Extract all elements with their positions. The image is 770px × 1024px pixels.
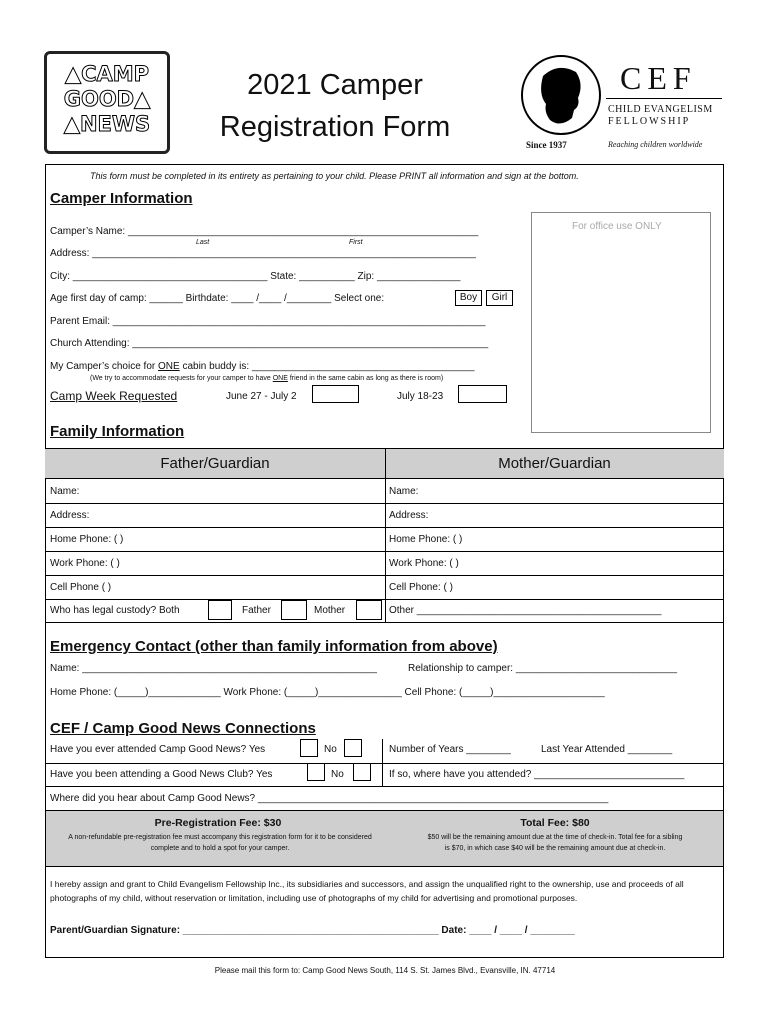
emergency-name-field[interactable]: Name: _____________________________________________________ [50,663,377,674]
father-home-phone[interactable]: Home Phone: ( ) [50,534,124,545]
emergency-heading: Emergency Contact (other than family information from above) [50,638,498,655]
boy-option[interactable]: Boy [455,290,482,306]
logo-line-3: NEWS [79,112,151,136]
mother-work-phone[interactable]: Work Phone: ( ) [389,558,459,569]
logo-line-1: CAMP [81,62,150,86]
camper-name-field[interactable]: Camper’s Name: _______________________________________________________________ [50,226,479,237]
signature-date-field[interactable]: Parent/Guardian Signature: ______________________________________________ Date: ____ / ____ / ________ [50,925,575,936]
mother-header: Mother/Guardian [498,455,611,472]
week1-box[interactable] [312,385,359,403]
camper-heading: Camper Information [50,190,193,207]
attended-no-label: No [324,744,337,755]
title-line-1: 2021 Camper [247,69,423,101]
father-header: Father/Guardian [160,455,270,472]
buddy-note-post: friend in the same cabin as long as there is room) [287,375,444,382]
age-birthdate-field[interactable]: Age first day of camp: ______ Birthdate: ____ /____ /________ Select one: [50,293,385,304]
cef-tagline: Reaching children worldwide [608,140,703,149]
camp-good-news-logo: ▲CAMP GOOD▲ ▲NEWS [44,51,170,154]
cabin-buddy-field[interactable] [50,362,474,372]
girl-option[interactable]: Girl [486,290,513,306]
buddy-pre: My Camper’s choice for [50,361,158,372]
pre-registration-fee-text: A non-refundable pre-registration fee must accompany this registration form for it to be considered complete and to hold a spot for your camper. [68,834,372,852]
cef-line-2: FELLOWSHIP [608,116,691,127]
emergency-phones-field[interactable]: Home Phone: (_____)_____________ Work Phone: (_____)_______________ Cell Phone: (_____)____________________ [50,687,605,698]
family-heading: Family Information [50,423,185,440]
buddy-one: ONE [158,361,180,372]
custody-other-field[interactable]: Other ____________________________________________ [389,605,662,616]
last-caption: Last [196,239,210,246]
mother-address[interactable]: Address: [389,510,429,521]
attended-no-checkbox[interactable] [344,739,362,757]
mother-name[interactable]: Name: [389,486,419,497]
buddy-note [90,375,443,382]
camp-week-label: Camp Week Requested [50,389,178,403]
mailing-address: Please mail this form to: Camp Good News South, 114 S. St. James Blvd., Evansville, IN. 47714 [214,966,556,975]
cef-line-1: CHILD EVANGELISM [608,104,713,115]
cef-heading: CEF / Camp Good News Connections [50,720,316,737]
cef-letters: CEF [620,60,697,96]
office-use-box [531,212,711,433]
custody-mother-label: Mother [314,605,346,616]
emergency-relationship-field[interactable]: Relationship to camper: _____________________________ [408,663,678,674]
cef-logo [512,54,727,154]
mother-home-phone[interactable]: Home Phone: ( ) [389,534,463,545]
custody-father-checkbox[interactable] [281,600,307,620]
father-work-phone[interactable]: Work Phone: ( ) [50,558,120,569]
logo-line-2: GOOD [63,87,135,111]
father-name[interactable]: Name: [50,486,80,497]
photo-consent-text: I hereby assign and grant to Child Evangelism Fellowship Inc., its subsidiaries and successors, and assign the unqualified right to the ownership, use and proceeds of all photographs of my child, without reservation or limitation, including use of photographs of my child for advertising and promotional purposes. [50,879,684,903]
custody-both-checkbox[interactable] [208,600,232,620]
buddy-post: cabin buddy is: ________________________________________ [179,361,475,372]
city-state-zip-field[interactable]: City: ___________________________________ State: __________ Zip: _______________ [50,271,461,282]
office-use-label: For office use ONLY [572,221,662,232]
title-line-2: Registration Form [219,111,451,143]
attended-yes-checkbox[interactable] [300,739,318,757]
custody-label: Who has legal custody? Both [50,605,180,616]
custody-mother-checkbox[interactable] [356,600,382,620]
address-field[interactable]: Address: _____________________________________________________________________ [50,248,476,259]
where-attended-field[interactable]: If so, where have you attended? ___________________________ [389,769,685,780]
total-fee-title: Total Fee: $80 [520,817,590,829]
attended-camp-question: Have you ever attended Camp Good News? Yes [50,744,266,755]
father-cell-phone[interactable]: Cell Phone ( ) [50,582,112,593]
heard-about-field[interactable]: Where did you hear about Camp Good News? _______________________________________________________________ [50,793,609,804]
mother-cell-phone[interactable]: Cell Phone: ( ) [389,582,453,593]
week2-box[interactable] [458,385,507,403]
child-silhouette-icon [518,54,604,136]
buddy-note-pre: (We try to accommodate requests for your camper to have [90,375,273,382]
page-title [190,64,480,148]
club-yes-checkbox[interactable] [307,763,325,781]
good-news-club-question: Have you been attending a Good News Club? Yes [50,769,273,780]
cef-since: Since 1937 [526,140,567,150]
parent-email-field[interactable]: Parent Email: ___________________________________________________________________ [50,316,486,327]
buddy-note-one: ONE [272,375,288,382]
church-field[interactable]: Church Attending: ________________________________________________________________ [50,338,489,349]
number-of-years-field[interactable]: Number of Years ________ [389,744,511,755]
total-fee-text: $50 will be the remaining amount due at the time of check-in. Total fee for a sibling is $70, in which case $40 will be the remaining amount due at check-in. [427,834,683,852]
pre-registration-fee-title: Pre-Registration Fee: $30 [154,817,282,829]
intro-text: This form must be completed in its entirety as pertaining to your child. Please PRINT all information and sign at the bottom. [90,171,579,181]
custody-father-label: Father [242,605,271,616]
father-address[interactable]: Address: [50,510,90,521]
family-table [45,448,724,623]
first-caption: First [349,239,363,246]
club-no-label: No [331,769,344,780]
club-no-checkbox[interactable] [353,763,371,781]
week1-label: June 27 - July 2 [226,391,297,402]
week2-label: July 18-23 [397,391,444,402]
last-year-attended-field[interactable]: Last Year Attended ________ [541,744,673,755]
